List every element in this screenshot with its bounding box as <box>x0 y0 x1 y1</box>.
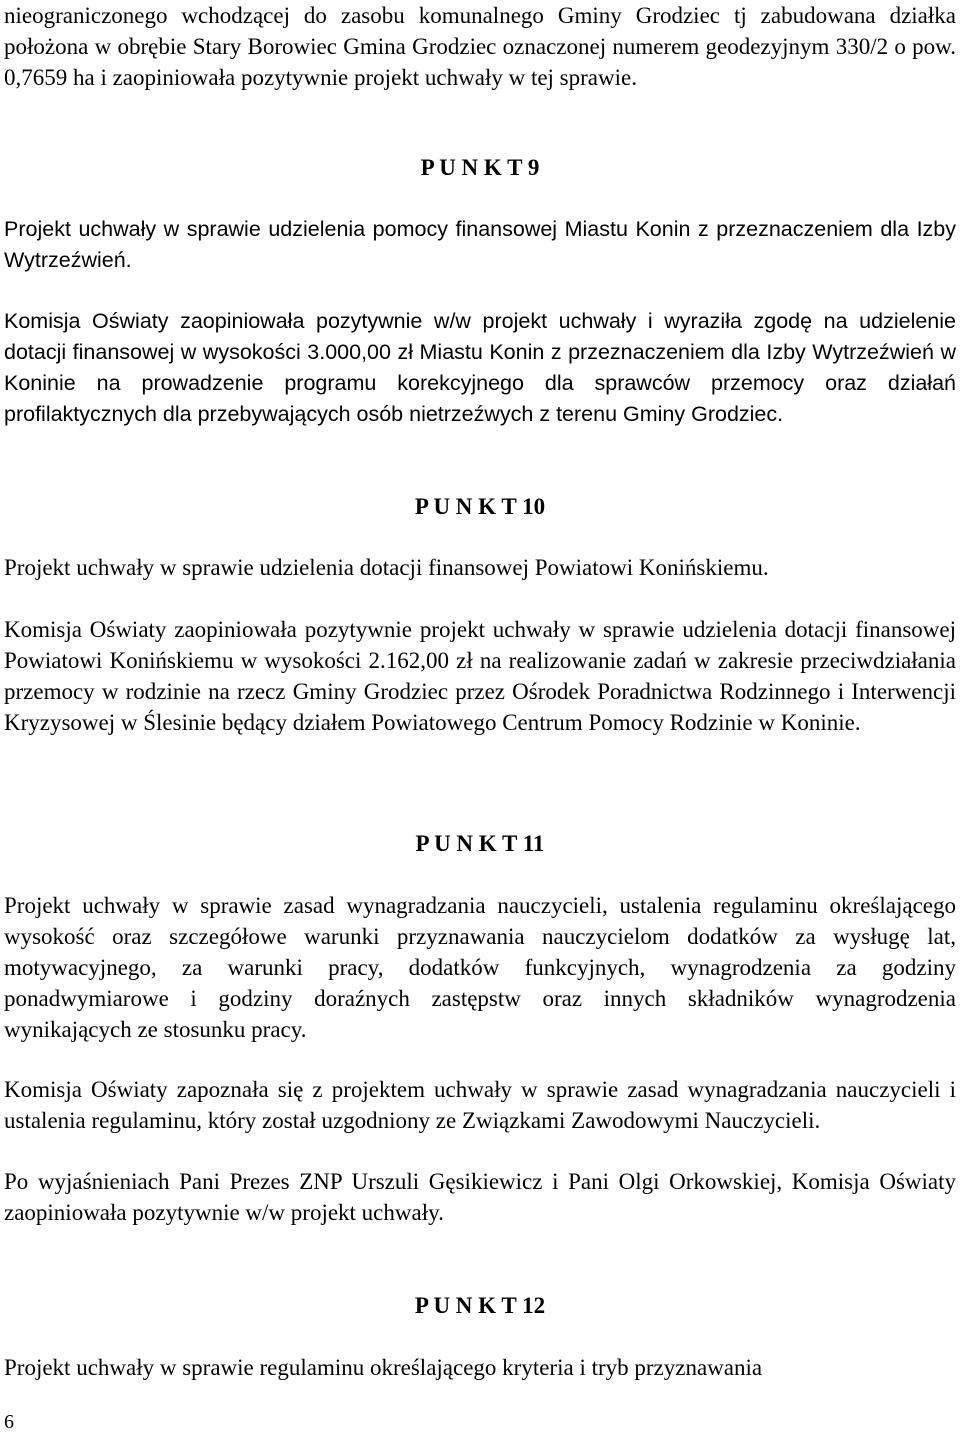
heading-punkt-9: P U N K T 9 <box>420 155 540 180</box>
paragraph-punkt-11-opinion: Po wyjaśnieniach Pani Prezes ZNP Urszuli Gęsikiewicz i Pani Olgi Orkowskiej, Komisja Oświaty zaopiniowała pozytywnie w/w projekt uchwały. <box>4 1169 956 1225</box>
heading-punkt-11: P U N K T 11 <box>415 831 545 856</box>
heading-punkt-12: P U N K T 12 <box>414 1293 546 1318</box>
paragraph-intro: nieograniczonego wchodzącej do zasobu komunalnego Gminy Grodziec tj zabudowana działka położona w obrębie Stary Borowiec Gmina Grodziec oznaczonej numerem geodezyjnym 330/2 o pow. 0,7659 ha i zaopiniowała pozytywnie projekt uchwały w tej sprawie. <box>4 3 956 90</box>
paragraph-punkt-12-project: Projekt uchwały w sprawie regulaminu określającego kryteria i tryb przyznawania <box>4 1355 763 1380</box>
page-number: 6 <box>4 1411 14 1433</box>
heading-punkt-10: P U N K T 10 <box>414 494 546 519</box>
paragraph-punkt-11-review: Komisja Oświaty zapoznała się z projektem uchwały w sprawie zasad wynagradzania nauczycieli i ustalenia regulaminu, który został uzgodniony ze Związkami Zawodowymi Nauczycieli. <box>4 1077 956 1133</box>
paragraph-punkt-9-opinion: Komisja Oświaty zaopiniowała pozytywnie w/w projekt uchwały i wyraziła zgodę na udzielenie dotacji finansowej w wysokości 3.000,00 zł Miastu Konin z przeznaczeniem dla Izby Wytrzeźwień w Koninie na prowadzenie programu korekcyjnego dla sprawców przemocy oraz działań profilaktycznych dla przebywających osób nietrzeźwych z terenu Gminy Grodziec. <box>4 309 956 426</box>
paragraph-punkt-11-project: Projekt uchwały w sprawie zasad wynagradzania nauczycieli, ustalenia regulaminu określającego wysokość oraz szczegółowe warunki przyznawania nauczycielom dodatków za wysługę lat, motywacyjnego, za warunki pracy, dodatków funkcyjnych, wynagrodzenia za godziny ponadwymiarowe i godziny doraźnych zastępstw oraz innych składników wynagrodzenia wynikających ze stosunku pracy. <box>4 893 956 1042</box>
paragraph-punkt-10-opinion: Komisja Oświaty zaopiniowała pozytywnie projekt uchwały w sprawie udzielenia dotacji finansowej Powiatowi Konińskiemu w wysokości 2.162,00 zł na realizowanie zadań w zakresie przeciwdziałania przemocy w rodzinie na rzecz Gminy Grodziec przez Ośrodek Poradnictwa Rodzinnego i Interwencji Kryzysowej w Ślesinie będący działem Powiatowego Centrum Pomocy Rodzinie w Koninie. <box>4 617 956 735</box>
paragraph-punkt-9-project: Projekt uchwały w sprawie udzielenia pomocy finansowej Miastu Konin z przeznaczeniem dla Izby Wytrzeźwień. <box>4 217 956 272</box>
paragraph-punkt-10-project: Projekt uchwały w sprawie udzielenia dotacji finansowej Powiatowi Konińskiemu. <box>4 555 769 580</box>
